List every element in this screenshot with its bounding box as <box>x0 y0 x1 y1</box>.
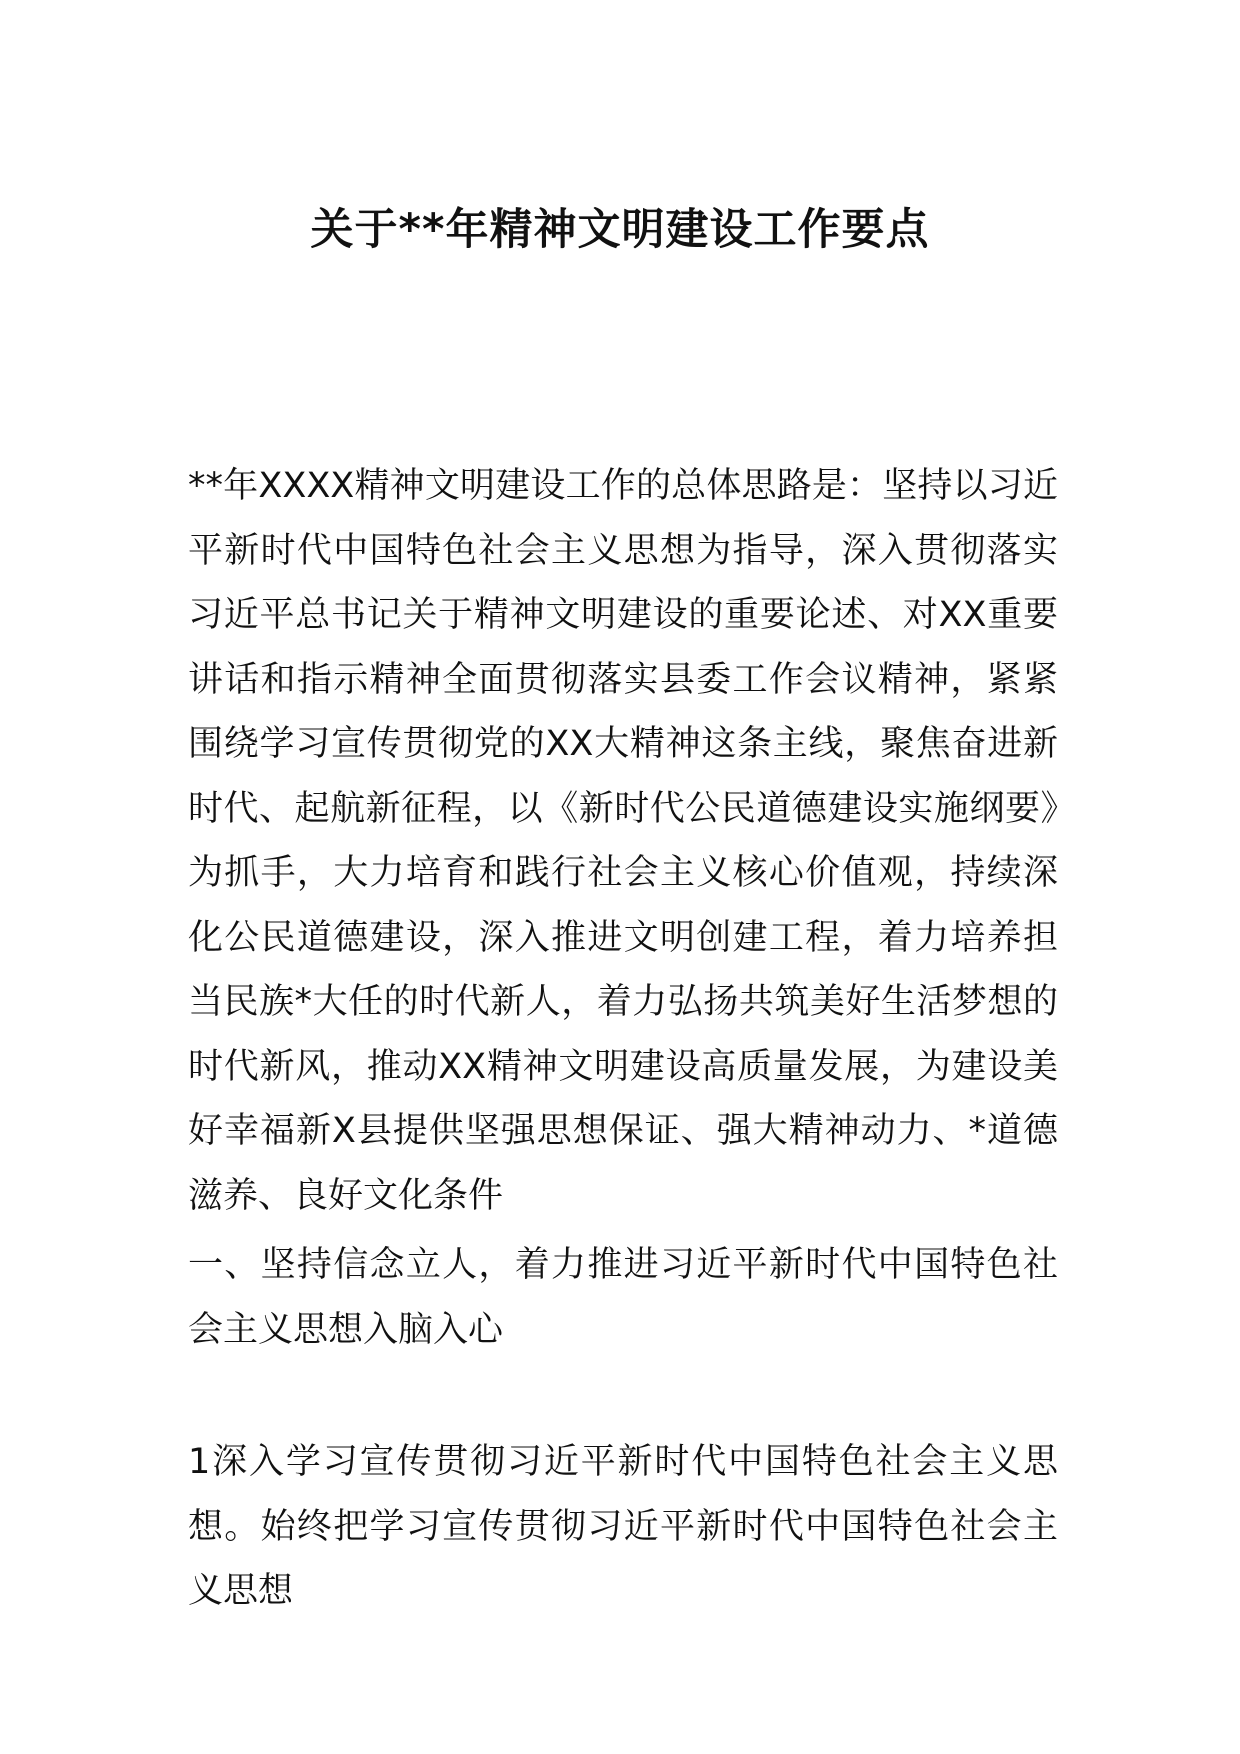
intro-paragraph: **年XXXX精神文明建设工作的总体思路是：坚持以习近平新时代中国特色社会主义思想为指导，深入贯彻落实习近平总书记关于精神文明建设的重要论述、对XX重要讲话和指示精神全面贯彻落实县委工作会议精神，紧紧围绕学习宣传贯彻党的XX大精神这条主线，聚焦奋进新时代、起航新征程，以《新时代公民道德建设实施纲要》为抓手，大力培育和践行社会主义核心价值观，持续深化公民道德建设，深入推进文明创建工程，着力培养担当民族*大任的时代新人，着力弘扬共筑美好生活梦想的时代新风，推动XX精神文明建设高质量发展，为建设美好幸福新X县提供坚强思想保证、强大精神动力、*道德滋养、良好文化条件 <box>188 466 1058 1216</box>
list-item-1: 1深入学习宣传贯彻习近平新时代中国特色社会主义思想。始终把学习宣传贯彻习近平新时代中国特色社会主义思想 <box>188 1442 1058 1611</box>
document-title: 关于**年精神文明建设工作要点 <box>310 205 930 255</box>
section-heading-1: 一、坚持信念立人，着力推进习近平新时代中国特色社会主义思想入脑入心 <box>188 1245 1058 1350</box>
